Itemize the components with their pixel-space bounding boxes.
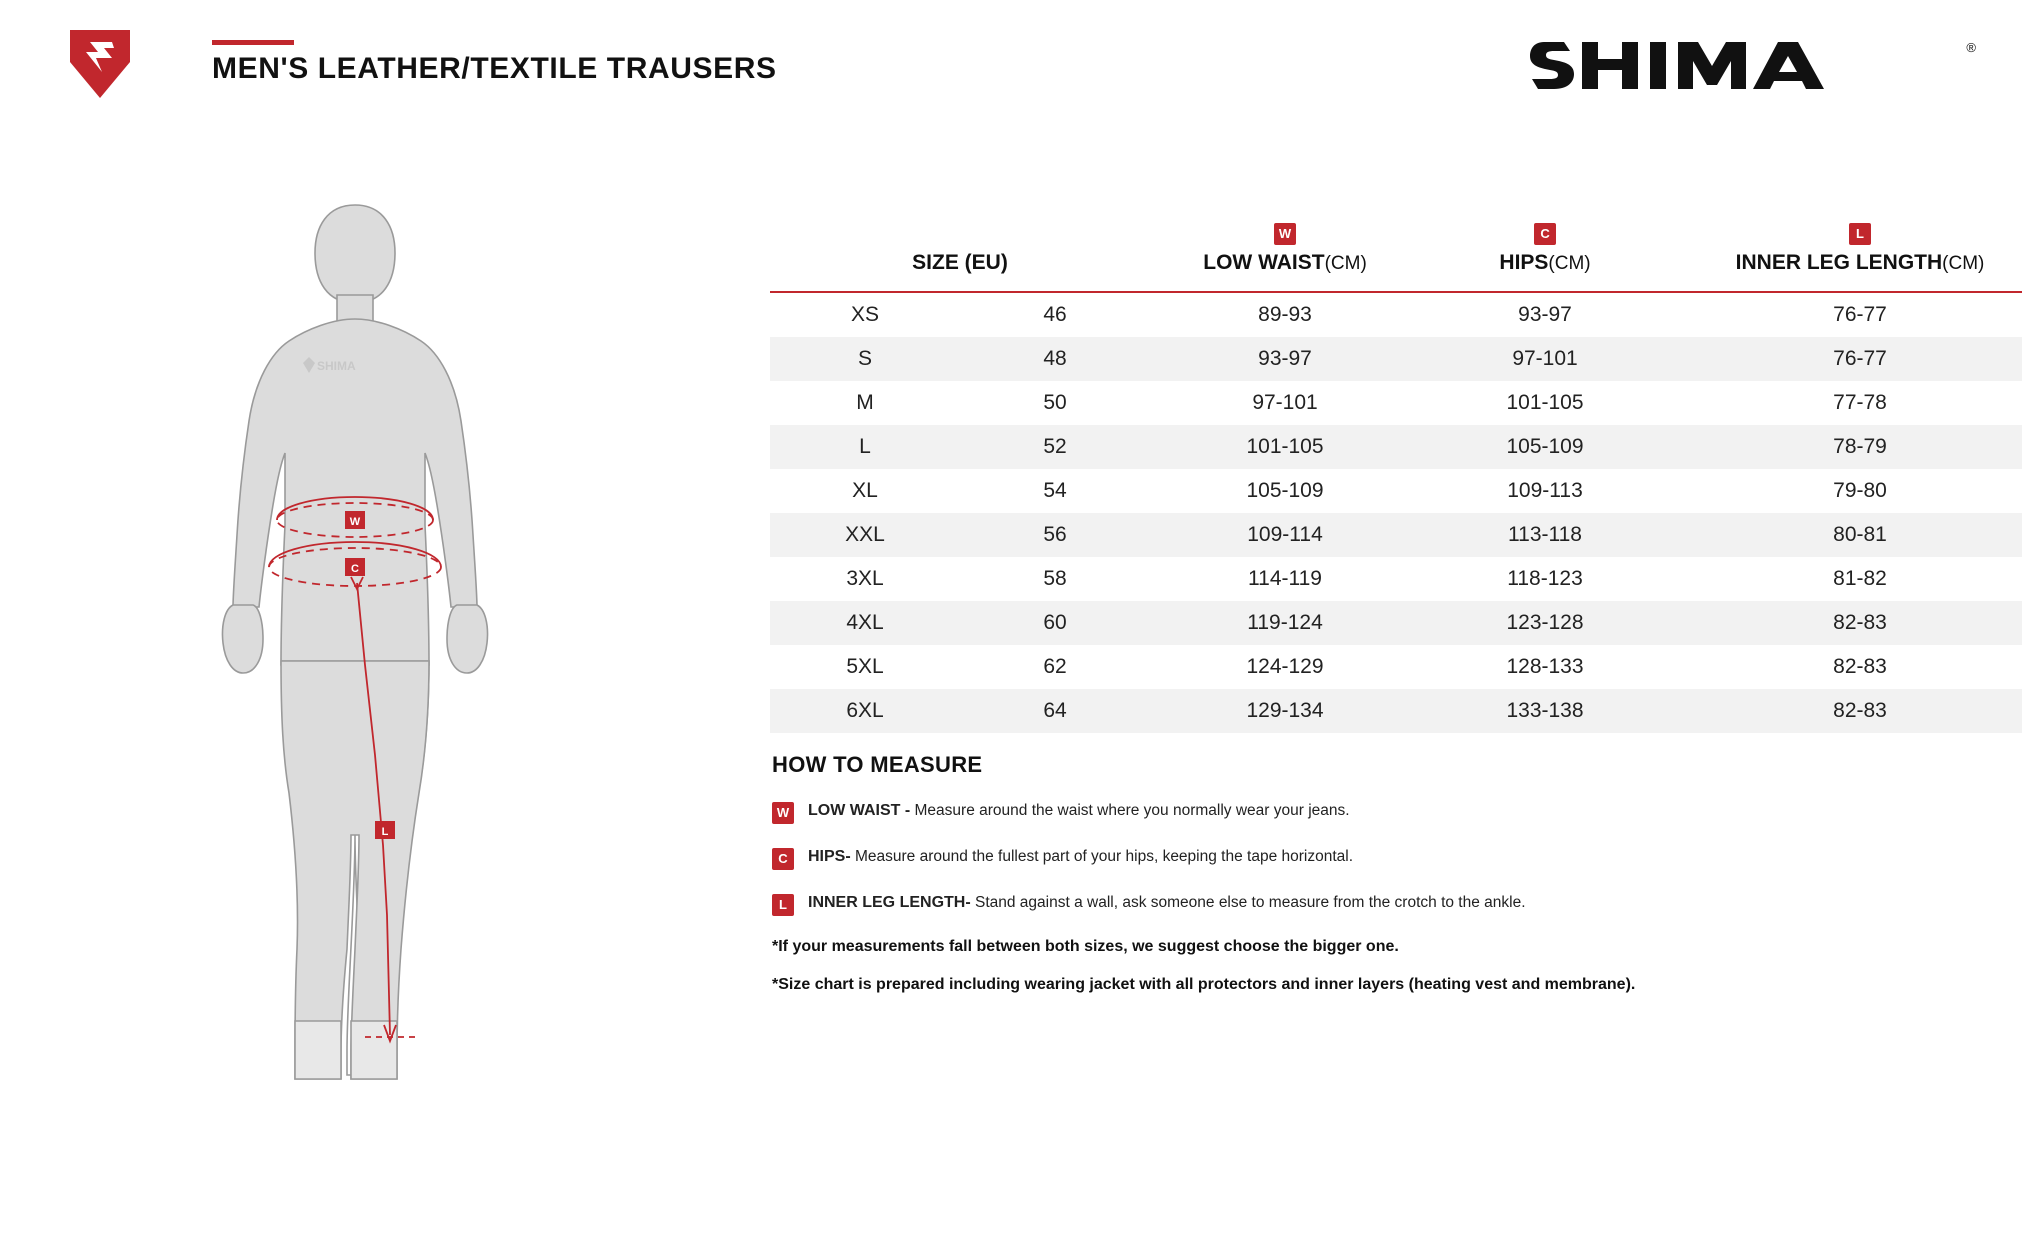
cell-inner-leg: 82-83 [1833,655,1887,678]
measure-item-hips [772,846,1872,870]
cell-inner-leg: 82-83 [1833,699,1887,722]
table-row [770,689,2022,733]
cell-hips: 101-105 [1506,391,1584,414]
table-row [770,557,2022,601]
badge-c-icon: C [1534,223,1556,245]
measure-item-description: Measure around the waist where you normally wear your jeans. [910,802,1350,819]
svg-text:L: L [381,826,389,838]
figure-badge-leg [375,821,395,839]
cell-hips: 133-138 [1506,699,1584,722]
cell-size: XXL [845,523,885,546]
measure-item-label: HIPS- [808,848,851,865]
cell-hips: 105-109 [1506,435,1584,458]
cell-low-waist: 105-109 [1246,479,1324,502]
size-chart-table-wrap [770,215,1985,733]
cell-low-waist: 93-97 [1258,347,1312,370]
page-header [0,0,2022,130]
svg-text:C: C [351,563,359,575]
size-chart-table [770,215,2022,733]
cell-hips: 109-113 [1507,479,1583,502]
badge-w-icon: W [1274,223,1296,245]
how-to-measure-section [772,752,1872,994]
col-header-low-waist-unit: (CM) [1324,253,1367,274]
measure-item-description: Measure around the fullest part of your hips, keeping the tape horizontal. [850,848,1354,865]
cell-low-waist: 101-105 [1246,435,1324,458]
cell-inner-leg: 81-82 [1833,567,1887,590]
cell-eu: 48 [1043,347,1067,370]
col-header-hips-unit: (CM) [1548,253,1591,274]
cell-hips: 118-123 [1507,567,1583,590]
note-chart-preparation: *Size chart is prepared including wearing jacket with all protectors and inner layers (heating vest and membrane). [772,976,1636,993]
cell-inner-leg: 78-79 [1833,435,1887,458]
table-row [770,645,2022,689]
col-header-hips [1420,215,1670,292]
cell-eu: 58 [1043,567,1067,590]
col-header-inner-leg-label: INNER LEG LENGTH [1735,251,1943,274]
cell-eu: 46 [1043,303,1067,326]
cell-eu: 52 [1043,435,1067,458]
figure-badge-waist [345,511,365,529]
cell-size: S [857,347,872,370]
table-row [770,292,2022,337]
table-row [770,381,2022,425]
svg-text:SHIMA: SHIMA [317,359,356,373]
cell-size: 6XL [846,699,884,722]
cell-inner-leg: 80-81 [1833,523,1887,546]
note-between-sizes: *If your measurements fall between both sizes, we suggest choose the bigger one. [772,938,1399,955]
cell-hips: 93-97 [1518,303,1572,326]
table-header-row [770,215,2022,292]
cell-size: 5XL [846,655,884,678]
measure-item-text [808,800,1350,823]
cell-size: 3XL [846,567,884,590]
shima-wordmark-logo [1530,36,1960,92]
shima-emblem-icon [68,28,132,100]
how-to-measure-heading: HOW TO MEASURE [772,752,983,777]
measurement-figure [215,195,555,1125]
cell-inner-leg: 82-83 [1833,611,1887,634]
measure-item-low-waist [772,800,1872,824]
cell-low-waist: 124-129 [1246,655,1324,678]
cell-inner-leg: 76-77 [1833,303,1887,326]
measure-item-text [808,846,1353,869]
cell-size: M [856,391,874,414]
cell-inner-leg: 79-80 [1833,479,1887,502]
badge-l-icon: L [772,894,794,916]
measure-item-label: LOW WAIST - [808,802,911,819]
cell-low-waist: 114-119 [1248,567,1322,590]
col-header-low-waist-label: LOW WAIST [1203,251,1325,274]
table-row [770,469,2022,513]
col-header-inner-leg [1670,215,2022,292]
col-header-hips-label: HIPS [1499,251,1549,274]
badge-w-icon: W [772,802,794,824]
cell-eu: 64 [1043,699,1067,722]
cell-eu: 56 [1043,523,1067,546]
title-accent-rule [212,40,294,45]
cell-eu: 50 [1043,391,1067,414]
cell-eu: 54 [1043,479,1067,502]
table-row [770,337,2022,381]
cell-hips: 123-128 [1506,611,1584,634]
page-title: MEN'S LEATHER/TEXTILE TRAUSERS [212,52,777,85]
cell-eu: 60 [1043,611,1067,634]
svg-text:W: W [349,516,361,528]
table-row [770,513,2022,557]
col-header-low-waist [1150,215,1420,292]
measure-item-inner-leg [772,892,1872,916]
cell-eu: 62 [1043,655,1067,678]
measure-item-text [808,892,1526,915]
measure-item-description: Stand against a wall, ask someone else to measure from the crotch to the ankle. [970,894,1526,911]
cell-size: XL [852,479,878,502]
cell-size: 4XL [846,611,884,634]
col-header-size: SIZE (EU) [912,251,1008,274]
cell-size: L [859,435,871,458]
table-row [770,425,2022,469]
cell-low-waist: 89-93 [1258,303,1312,326]
badge-c-icon: C [772,848,794,870]
cell-hips: 113-118 [1508,523,1582,546]
cell-low-waist: 129-134 [1246,699,1324,722]
figure-badge-hips [345,558,365,576]
cell-inner-leg: 77-78 [1833,391,1887,414]
cell-hips: 128-133 [1506,655,1584,678]
cell-low-waist: 97-101 [1252,391,1318,414]
measure-item-label: INNER LEG LENGTH- [808,894,971,911]
col-header-inner-leg-unit: (CM) [1942,253,1985,274]
registered-mark: ® [1966,40,1976,55]
cell-low-waist: 119-124 [1247,611,1323,634]
cell-hips: 97-101 [1512,347,1578,370]
table-row [770,601,2022,645]
cell-inner-leg: 76-77 [1833,347,1887,370]
cell-low-waist: 109-114 [1247,523,1323,546]
badge-l-icon: L [1849,223,1871,245]
cell-size: XS [850,303,879,326]
